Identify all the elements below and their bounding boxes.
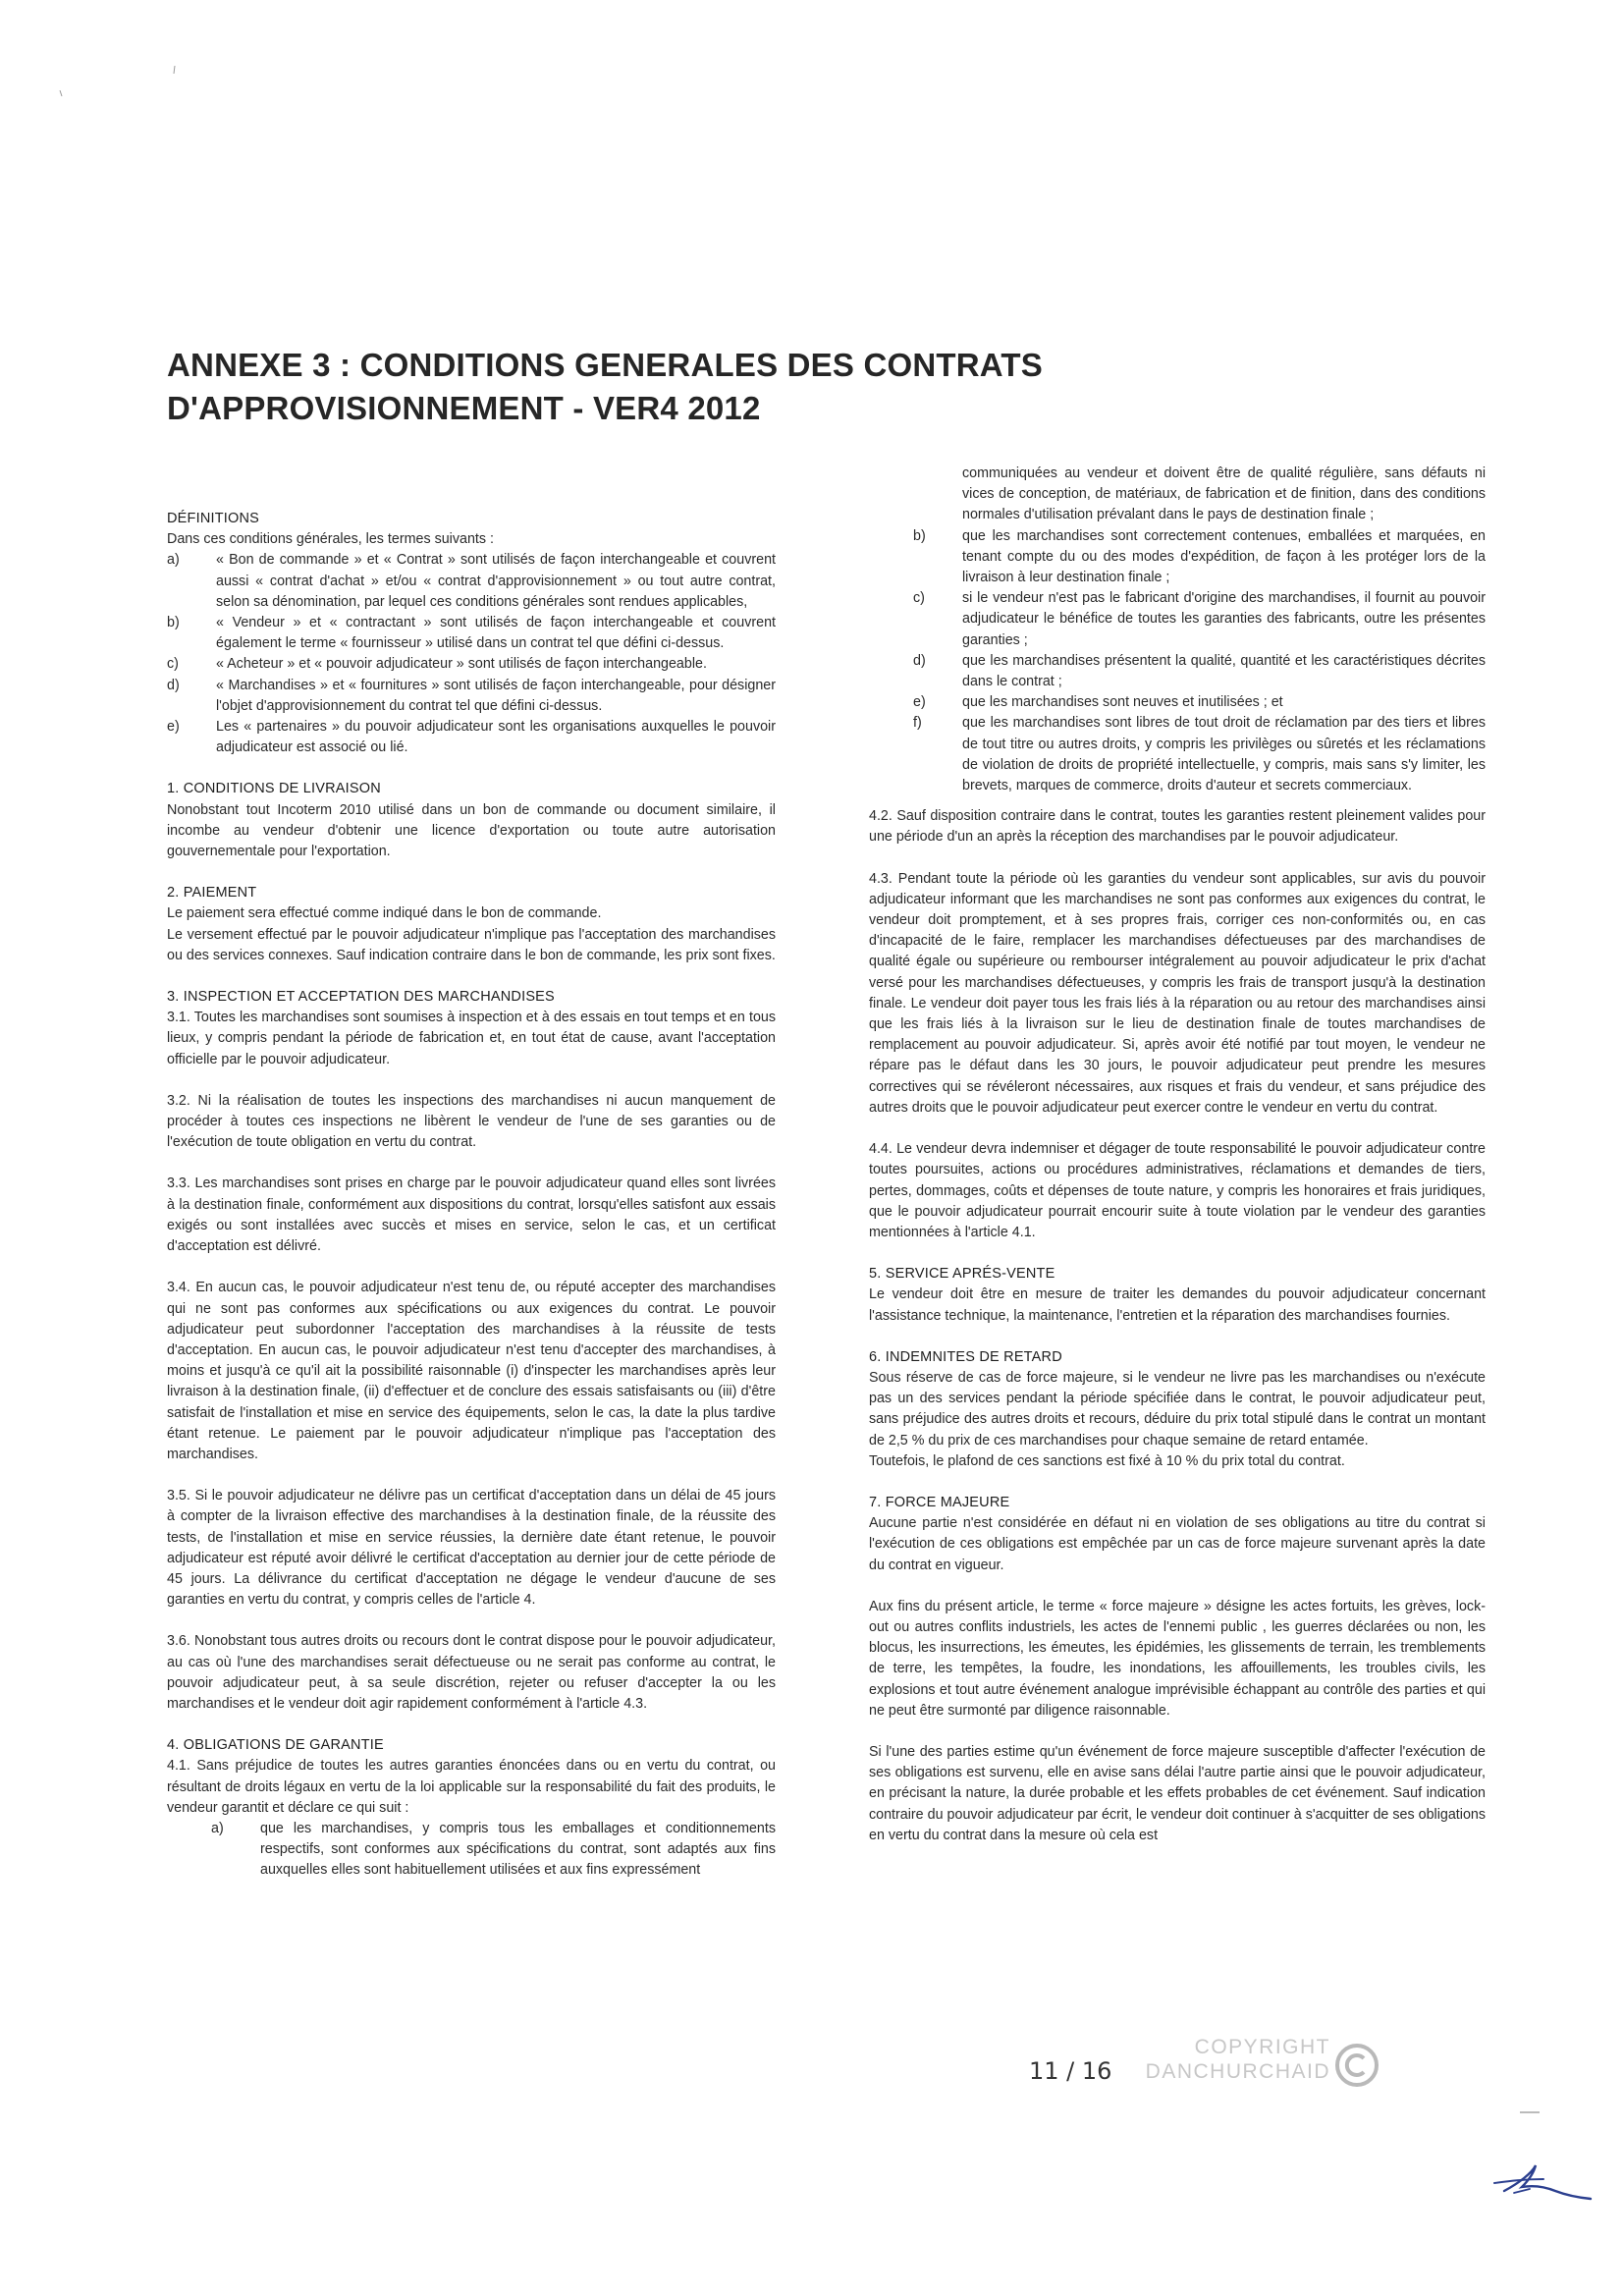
handwritten-signature	[1475, 2144, 1593, 2213]
warranty-item	[869, 651, 1486, 692]
warranty-item	[869, 692, 1486, 713]
section-4-paragraph: 4.2. Sauf disposition contraire dans le contrat, toutes les garanties restent pleinement valides pour une période d'un an après la réception des marchandises par le pouvoir adjudicateur.	[869, 808, 1486, 846]
item-text: « Vendeur » et « contractant » sont utilisés de façon interchangeable et couvrent également le terme « fournisseur » utilisé dans un contrat tel que défini ci-dessus.	[216, 615, 776, 652]
section-7-paragraph: Aucune partie n'est considérée en défaut ni en violation de ses obligations au titre du contrat si l'exécution de ces obligations est empêchée par un cas de force majeure survenant après la date du contrat en vigueur.	[869, 1515, 1486, 1573]
section-3-paragraph: 3.1. Toutes les marchandises sont soumises à inspection et à des essais en tout temps et en tous lieux, y compris pendant la période de fabrication et, en tout état de cause, avant l'acceptation officielle par le pouvoir adjudicateur.	[167, 1010, 776, 1067]
section-3-paragraph: 3.3. Les marchandises sont prises en charge par le pouvoir adjudicateur quand elles sont livrées à la destination finale, conformément aux dispositions du contrat, lorsqu'elles satisfont aux essais exigés ou sont installées avec succès et mises en service, selon le cas, et un certificat d'acceptation est délivré.	[167, 1175, 776, 1255]
item-text: Les « partenaires » du pouvoir adjudicateur sont les organisations auxquelles le pouvoir adjudicateur est associé ou lié.	[216, 719, 776, 756]
definition-item	[167, 550, 776, 613]
item-text: que les marchandises sont neuves et inutilisées ; et	[962, 694, 1283, 711]
item-label: a)	[211, 1820, 224, 1836]
section-3-paragraph: 3.2. Ni la réalisation de toutes les inspections des marchandises ni aucun manquement de procéder à toutes ces inspections ne libèrent le vendeur de l'une de ses garanties ou de l'exécution de toute obligation en vertu du contrat.	[167, 1092, 776, 1151]
section-2-paragraph: Le paiement sera effectué comme indiqué dans le bon de commande.	[167, 905, 602, 922]
item-label: a)	[167, 552, 180, 569]
definitions-intro: Dans ces conditions générales, les termes suivants :	[167, 531, 494, 548]
title-line-1: ANNEXE 3 : CONDITIONS GENERALES DES CONTRATS	[167, 347, 1043, 383]
definition-item	[167, 654, 776, 675]
item-label: d)	[913, 652, 926, 669]
definitions-title: DÉFINITIONS	[167, 511, 260, 526]
section-7-paragraph: Si l'une des parties estime qu'un événement de force majeure susceptible d'affecter l'exécution de ses obligations est survenu, elle en avise sans délai l'autre partie ainsi que le pouvoir adjudicateur, en précisant la nature, la durée probable et les effets probables de cet événement. Sauf indication contraire du pouvoir adjudicateur par écrit, le vendeur doit continuer à s'acquitter de ses obligations en vertu du contrat dans la mesure où cela est	[869, 1743, 1486, 1843]
item-text: que les marchandises sont correctement contenues, emballées et marquées, en tenant compte du ou des modes d'expédition, de façon à les protéger lors de la livraison à leur destination finale ;	[962, 527, 1486, 586]
copyright-stamp	[1114, 2035, 1380, 2104]
section-1-paragraph: Nonobstant tout Incoterm 2010 utilisé dans un bon de commande ou document similaire, il incombe au vendeur d'obtenir une licence d'exportation ou toute autre autorisation gouvernementale pour l'exportation.	[167, 801, 776, 860]
scan-dash	[1520, 2111, 1540, 2113]
item-label: e)	[913, 694, 926, 711]
copyright-line-2: DANCHURCHAID	[1145, 2060, 1330, 2083]
section-7-title: 7. FORCE MAJEURE	[869, 1494, 1010, 1510]
definition-item	[167, 613, 776, 654]
section-6-paragraph: Sous réserve de cas de force majeure, si le vendeur ne livre pas les marchandises ou n'exécute pas un des services pendant la période spécifiée dans le contrat, le pouvoir adjudicateur peut, sans préjudice des autres droits et recours, déduire du prix total stipulé dans le contrat un montant de 2,5 % du prix de ces marchandises pour chaque semaine de retard entamée.	[869, 1369, 1486, 1449]
section-2-paragraph: Le versement effectué par le pouvoir adjudicateur n'implique pas l'acceptation des marchandises ou des services connexes. Sauf indication contraire dans le bon de commande, les prix sont fixes.	[167, 926, 776, 963]
title-line-2: D'APPROVISIONNEMENT - VER4 2012	[167, 390, 761, 426]
warranty-item-continuation: communiquées au vendeur et doivent être de qualité régulière, sans défauts ni vices de conception, de matériaux, de fabrication et de finition, dans des conditions normales d'utilisation prévalant dans le pays de destination finale ;	[962, 465, 1486, 523]
definition-item	[167, 676, 776, 717]
item-label: f)	[913, 715, 922, 732]
section-4-title: 4. OBLIGATIONS DE GARANTIE	[167, 1737, 384, 1754]
section-1-title: 1. CONDITIONS DE LIVRAISON	[167, 781, 381, 797]
right-column	[869, 464, 1486, 1846]
section-3-title: 3. INSPECTION ET ACCEPTATION DES MARCHANDISES	[167, 989, 555, 1006]
item-label: d)	[167, 677, 180, 693]
item-text: « Acheteur » et « pouvoir adjudicateur » sont utilisés de façon interchangeable.	[216, 656, 707, 673]
warranty-item	[869, 588, 1486, 651]
section-3-paragraph: 3.5. Si le pouvoir adjudicateur ne délivre pas un certificat d'acceptation dans un délai de 45 jours à compter de la livraison effective des marchandises à la destination finale, de la réussite des tests, de l'installation et mise en service réussies, la dernière date étant retenue, le pouvoir adjudicateur est réputé avoir délivré le certificat d'acceptation au dernier jour de cette période de 45 jours. La délivrance du certificat d'acceptation ne dégage le vendeur d'aucune de ses garanties en vertu du contrat, y compris celles de l'article 4.	[167, 1488, 776, 1609]
warranty-item	[869, 713, 1486, 796]
copyright-text	[1146, 2035, 1330, 2084]
section-4-paragraph: 4.3. Pendant toute la période où les garanties du vendeur sont applicables, sur avis du pouvoir adjudicateur informant que les marchandises ne sont pas conformes aux exigences du contrat, le vendeur doit promptement, et à ses propres frais, corriger ces non-conformités ou, en cas d'incapacité de le faire, remplacer les marchandises défectueuses par des marchandises de qualité égale ou supérieure ou rembourser intégralement au pouvoir adjudicateur le prix d'achat versé pour les marchandises défectueuses, y compris les frais de transport jusqu'à la destination finale. Le vendeur doit payer tous les frais liés à la réparation ou au retour des marchandises ainsi que les frais liés à la livraison sur le lieu de destination finale de toutes marchandises de remplacement au pouvoir adjudicateur. Si, après avoir été notifié par tout moyen, le vendeur ne répare pas le défaut dans les 30 jours, le pouvoir adjudicateur peut prendre les mesures correctives qui se révéleront nécessaires, aux risques et frais du vendeur, et sans préjudice des autres droits que le pouvoir adjudicateur peut exercer contre le vendeur en vertu du contrat.	[869, 870, 1486, 1116]
warranty-item	[869, 526, 1486, 589]
scan-speck	[59, 83, 63, 89]
section-5-paragraph: Le vendeur doit être en mesure de traiter les demandes du pouvoir adjudicateur concernant l'assistance technique, la maintenance, l'entretien et la réparation des marchandises fournies.	[869, 1286, 1486, 1324]
item-text: « Bon de commande » et « Contrat » sont utilisés de façon interchangeable et couvrent aussi « contrat d'achat » et/ou « contrat d'approvisionnement » ou tout autre contrat, selon sa dénomination, par lequel ces conditions générales sont rendues applicables,	[216, 552, 776, 610]
section-7-paragraph: Aux fins du présent article, le terme « force majeure » désigne les actes fortuits, les grèves, lock-out ou autres conflits industriels, les actes de l'ennemi public , les guerres déclarées ou non, les blocus, les insurrections, les émeutes, les épidémies, les glissements de terrain, les tremblements de terre, les tempêtes, la foudre, les inondations, les affouillements, les troubles civils, les explosions et tout autre événement analogue imprévisible échappant au contrôle des parties et qui ne peut être surmonté par diligence raisonnable.	[869, 1598, 1486, 1719]
item-text: que les marchandises, y compris tous les emballages et conditionnements respectifs, sont conformes aux spécifications du contrat, sont adaptés aux fins auxquelles elles sont habituellement utilisées et aux fins expressément	[260, 1820, 776, 1879]
left-column	[167, 509, 776, 1882]
section-6-title: 6. INDEMNITES DE RETARD	[869, 1348, 1062, 1365]
warranty-item	[167, 1819, 776, 1882]
section-3-paragraph: 3.6. Nonobstant tous autres droits ou recours dont le contrat dispose pour le pouvoir adjudicateur, au cas où l'une des marchandises serait défectueuse ou ne serait pas conforme au contrat, le pouvoir adjudicateur peut, à sa seule discrétion, rejeter ou refuser d'accepter la ou les marchandises et le vendeur doit agir rapidement conformément à l'article 4.3.	[167, 1633, 776, 1712]
section-6-paragraph: Toutefois, le plafond de ces sanctions est fixé à 10 % du prix total du contrat.	[869, 1452, 1345, 1469]
section-3-paragraph: 3.4. En aucun cas, le pouvoir adjudicateur n'est tenu de, ou réputé accepter des marchandises qui ne sont pas conformes aux spécifications ou aux exigences du contrat. Le pouvoir adjudicateur peut subordonner l'acceptation des marchandises à la réussite de tests d'acceptation. En aucun cas, le pouvoir adjudicateur n'est tenu d'accepter des marchandises, à moins et jusqu'à ce qu'il ait la possibilité raisonnable (i) d'inspecter les marchandises après leur livraison à la destination finale, (ii) d'effectuer et de conclure des essais satisfaisants ou (iii) d'être satisfait de l'installation et mise en service des équipements, selon le cas, la date la plus tardive étant retenue. Le paiement par le pouvoir adjudicateur n'implique pas l'acceptation des marchandises.	[167, 1280, 776, 1462]
scan-speck	[172, 61, 177, 69]
item-text: « Marchandises » et « fournitures » sont utilisés de façon interchangeable, pour désigner l'objet d'approvisionnement du contrat tel que défini ci-dessus.	[216, 677, 776, 714]
item-label: b)	[167, 615, 180, 631]
page-title	[167, 344, 1473, 430]
item-text: que les marchandises sont libres de tout droit de réclamation par des tiers et libres de tout titre ou autres droits, y compris les privilèges ou sûretés et les réclamations de violation de droits de propriété intellectuelle, y compris, mais sans s'y limiter, les brevets, marques de commerce, droits d'auteur et secrets commerciaux.	[962, 715, 1486, 794]
section-2-title: 2. PAIEMENT	[167, 885, 257, 902]
copyright-line-1: COPYRIGHT	[1194, 2036, 1330, 2058]
definition-item	[167, 717, 776, 758]
item-text: si le vendeur n'est pas le fabricant d'origine des marchandises, il fournit au pouvoir adjudicateur le bénéfice de toutes les garanties des fabricants, outre les présentes garanties ;	[962, 590, 1486, 648]
item-label: c)	[913, 590, 925, 607]
copyright-icon	[1334, 2043, 1380, 2088]
item-label: c)	[167, 656, 179, 673]
section-4-paragraph: 4.1. Sans préjudice de toutes les autres garanties énoncées dans ou en vertu du contrat, ou résultant de droits légaux en vertu de la loi applicable sur la responsabilité du fait des produits, le vendeur garantit et déclare ce qui suit :	[167, 1758, 776, 1816]
page-number: 11 / 16	[1029, 2057, 1112, 2085]
item-label: b)	[913, 527, 926, 544]
section-5-title: 5. SERVICE APRÉS-VENTE	[869, 1266, 1055, 1283]
section-4-paragraph: 4.4. Le vendeur devra indemniser et dégager de toute responsabilité le pouvoir adjudicateur contre toutes poursuites, actions ou procédures administratives, réclamations et demandes de tiers, pertes, dommages, coûts et dépenses de toute nature, y compris les honoraires et frais juridiques, que le pouvoir adjudicateur pourrait encourir suite à toute violation par le vendeur des garanties mentionnées à l'article 4.1.	[869, 1141, 1486, 1240]
item-label: e)	[167, 719, 180, 736]
item-text: que les marchandises présentent la qualité, quantité et les caractéristiques décrites dans le contrat ;	[962, 652, 1486, 690]
